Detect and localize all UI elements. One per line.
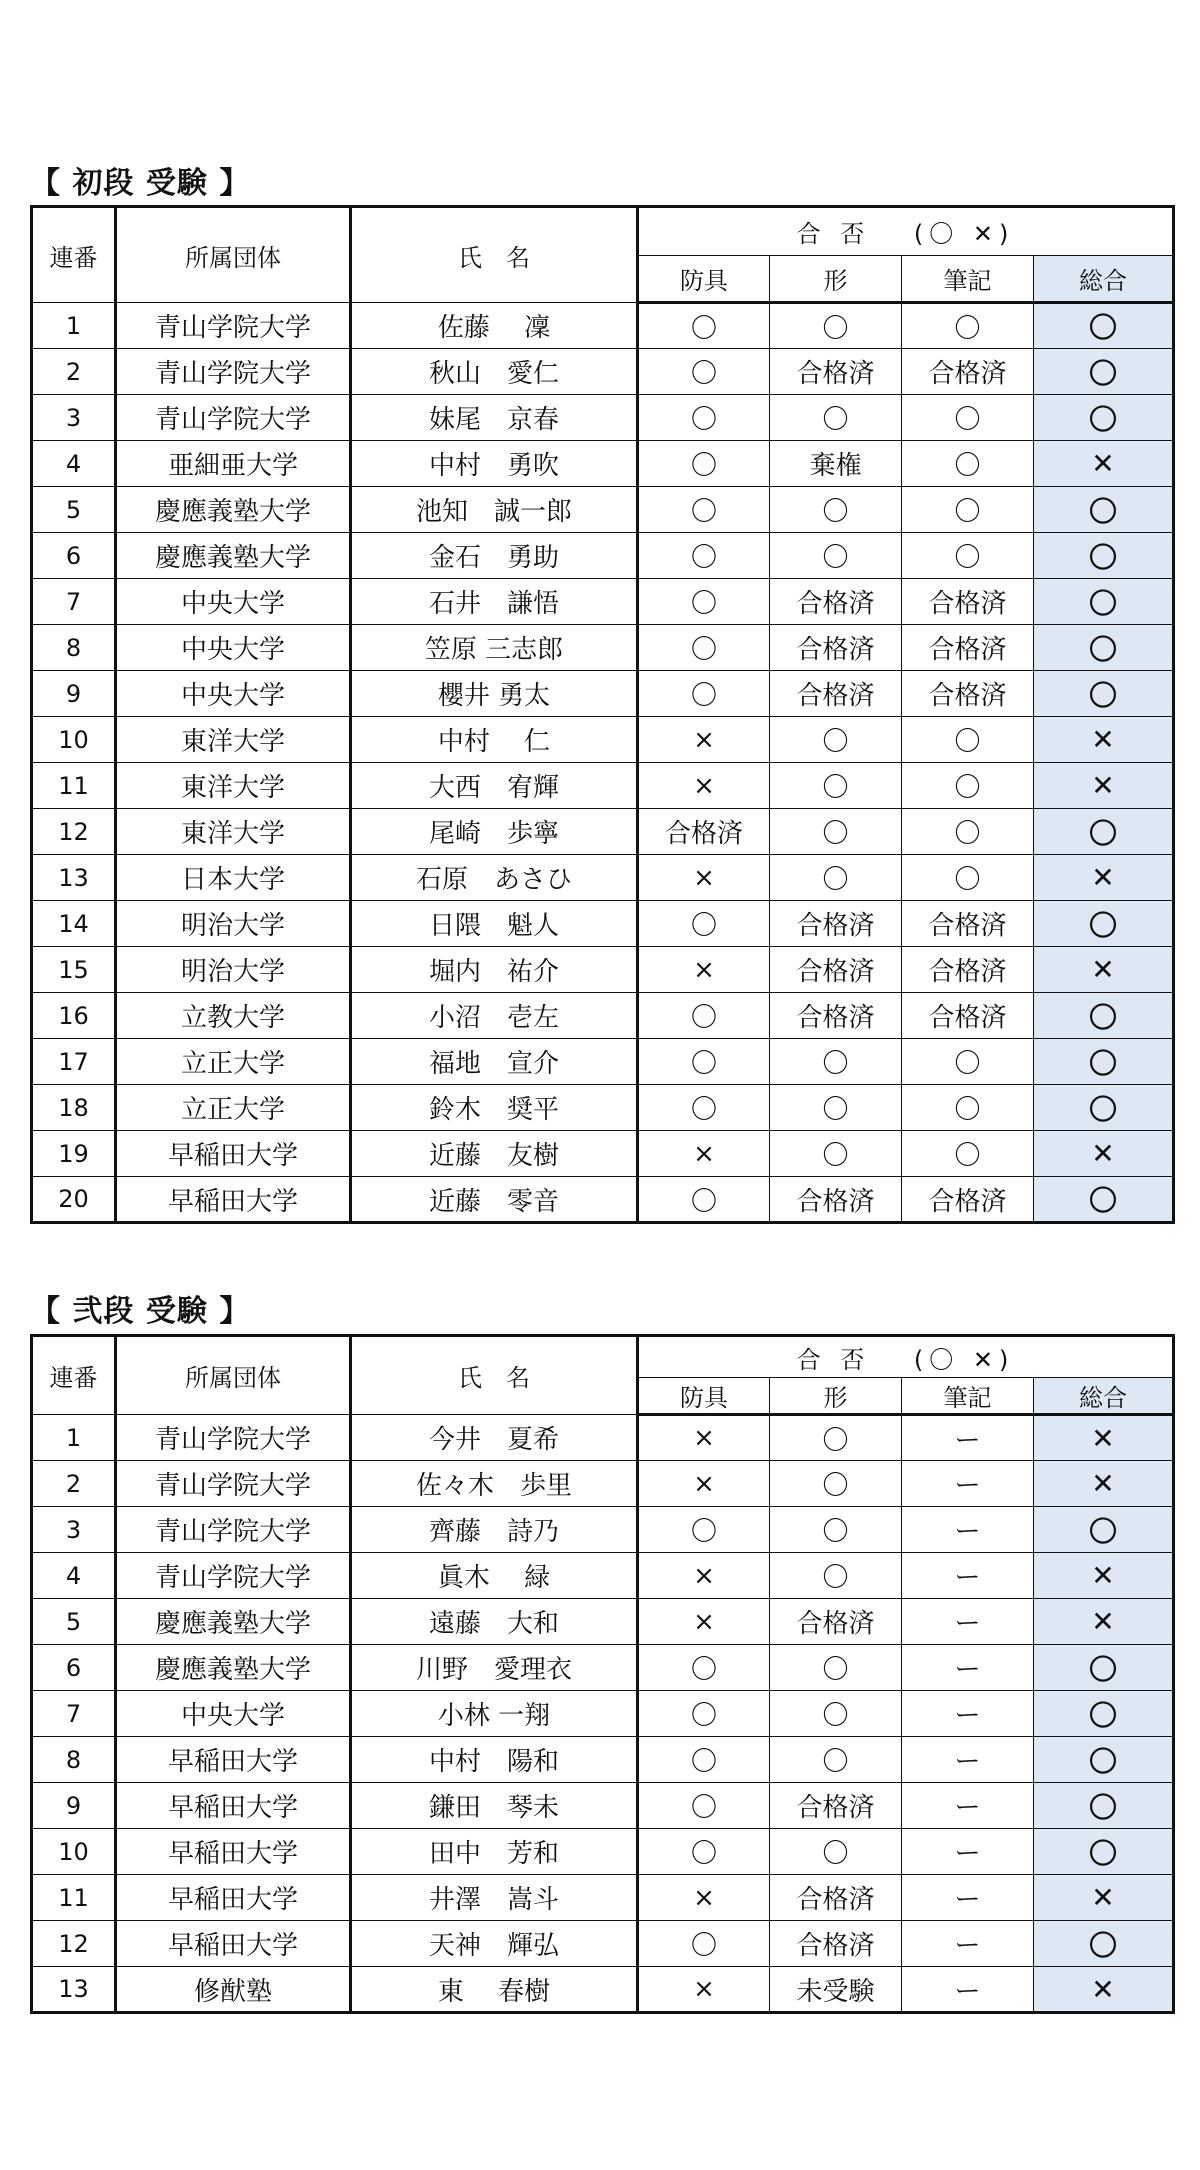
cell-total: 〇 [1034,1921,1174,1967]
cell-name: 金石 勇助 [351,533,638,579]
cell-hikki: 合格済 [902,947,1034,993]
table-row [32,1461,1174,1507]
cell-total: ✕ [1034,1967,1174,2013]
cell-no: 4 [32,441,116,487]
table-row [32,579,1174,625]
cell-kata: 合格済 [770,1177,902,1223]
results-body-shodan [32,303,1174,1223]
cell-bougu: 〇 [638,1829,770,1875]
cell-no: 8 [32,625,116,671]
cell-total: 〇 [1034,993,1174,1039]
cell-no: 9 [32,1783,116,1829]
cell-total: 〇 [1034,1645,1174,1691]
cell-hikki: ー [902,1507,1034,1553]
header-total: 総合 [1034,1378,1174,1415]
table-row [32,395,1174,441]
cell-kata: 棄権 [770,441,902,487]
cell-hikki: ー [902,1599,1034,1645]
table-row [32,1599,1174,1645]
cell-kata: 合格済 [770,349,902,395]
cell-bougu: 〇 [638,349,770,395]
cell-hikki: 合格済 [902,1177,1034,1223]
header-no: 連番 [32,207,116,303]
cell-bougu: × [638,1875,770,1921]
table-row [32,1829,1174,1875]
cell-name: 小林 一翔 [351,1691,638,1737]
cell-hikki: ー [902,1461,1034,1507]
header-org: 所属団体 [116,207,351,303]
cell-total: ✕ [1034,947,1174,993]
cell-kata: 〇 [770,1691,902,1737]
cell-org: 明治大学 [116,947,351,993]
cell-org: 慶應義塾大学 [116,487,351,533]
cell-bougu: 〇 [638,303,770,349]
cell-org: 明治大学 [116,901,351,947]
cell-no: 12 [32,1921,116,1967]
cell-org: 亜細亜大学 [116,441,351,487]
header-name: 氏 名 [351,207,638,303]
cell-total: 〇 [1034,671,1174,717]
cell-org: 立正大学 [116,1085,351,1131]
cell-bougu: 〇 [638,1737,770,1783]
cell-name: 近藤 友樹 [351,1131,638,1177]
cell-no: 9 [32,671,116,717]
cell-bougu: 〇 [638,625,770,671]
table-row [32,1553,1174,1599]
cell-org: 早稲田大学 [116,1737,351,1783]
cell-name: 笠原 三志郎 [351,625,638,671]
cell-org: 中央大学 [116,671,351,717]
cell-name: 田中 芳和 [351,1829,638,1875]
cell-hikki: ー [902,1967,1034,2013]
cell-org: 早稲田大学 [116,1131,351,1177]
cell-total: 〇 [1034,1829,1174,1875]
cell-hikki: 〇 [902,809,1034,855]
results-body-nidan [32,1415,1174,2013]
cell-total: 〇 [1034,395,1174,441]
cell-total: 〇 [1034,1085,1174,1131]
cell-hikki: 〇 [902,855,1034,901]
cell-kata: 合格済 [770,1875,902,1921]
cell-hikki: 〇 [902,1131,1034,1177]
cell-bougu: 〇 [638,1177,770,1223]
cell-no: 5 [32,487,116,533]
cell-bougu: × [638,855,770,901]
cell-hikki: 合格済 [902,349,1034,395]
header-hikki: 筆記 [902,256,1034,303]
section-title-shodan: 【 初段 受験 】 [30,166,251,201]
cell-org: 青山学院大学 [116,303,351,349]
header-result-group: 合 否 (〇 ✕) [638,1336,1174,1378]
table-row [32,809,1174,855]
table-row [32,763,1174,809]
cell-no: 7 [32,579,116,625]
cell-kata: 〇 [770,533,902,579]
cell-total: ✕ [1034,1131,1174,1177]
cell-org: 立正大学 [116,1039,351,1085]
cell-name: 堀内 祐介 [351,947,638,993]
cell-hikki: 〇 [902,1085,1034,1131]
cell-org: 立教大学 [116,993,351,1039]
cell-hikki: ー [902,1829,1034,1875]
cell-bougu: 〇 [638,579,770,625]
cell-org: 東洋大学 [116,809,351,855]
cell-org: 東洋大学 [116,763,351,809]
cell-no: 10 [32,1829,116,1875]
table-row [32,303,1174,349]
cell-bougu: 〇 [638,993,770,1039]
cell-org: 青山学院大学 [116,1461,351,1507]
table-row [32,1507,1174,1553]
cell-bougu: × [638,1553,770,1599]
cell-hikki: 〇 [902,1039,1034,1085]
cell-kata: 〇 [770,1461,902,1507]
cell-bougu: 合格済 [638,809,770,855]
cell-kata: 合格済 [770,947,902,993]
header-org: 所属団体 [116,1336,351,1415]
cell-bougu: 〇 [638,1085,770,1131]
cell-kata: 合格済 [770,1783,902,1829]
cell-bougu: × [638,947,770,993]
cell-kata: 〇 [770,763,902,809]
cell-kata: 〇 [770,1039,902,1085]
cell-no: 15 [32,947,116,993]
cell-total: ✕ [1034,717,1174,763]
cell-no: 3 [32,395,116,441]
cell-org: 青山学院大学 [116,1415,351,1461]
table-row [32,1875,1174,1921]
cell-hikki: ー [902,1875,1034,1921]
cell-org: 早稲田大学 [116,1829,351,1875]
table-row [32,1645,1174,1691]
cell-no: 6 [32,1645,116,1691]
cell-no: 4 [32,1553,116,1599]
cell-kata: 〇 [770,1131,902,1177]
cell-hikki: 合格済 [902,671,1034,717]
cell-name: 今井 夏希 [351,1415,638,1461]
cell-name: 池知 誠一郎 [351,487,638,533]
cell-hikki: 〇 [902,717,1034,763]
table-row [32,671,1174,717]
cell-bougu: 〇 [638,1645,770,1691]
table-row [32,1783,1174,1829]
cell-total: 〇 [1034,1039,1174,1085]
table-row [32,855,1174,901]
cell-no: 8 [32,1737,116,1783]
cell-bougu: × [638,1131,770,1177]
cell-total: 〇 [1034,625,1174,671]
cell-total: 〇 [1034,487,1174,533]
cell-kata: 合格済 [770,1921,902,1967]
cell-name: 大西 宥輝 [351,763,638,809]
cell-kata: 〇 [770,1085,902,1131]
cell-total: ✕ [1034,1461,1174,1507]
results-table-shodan [30,205,1175,1224]
cell-kata: 〇 [770,303,902,349]
cell-total: ✕ [1034,855,1174,901]
cell-no: 16 [32,993,116,1039]
cell-kata: 〇 [770,1645,902,1691]
cell-org: 青山学院大学 [116,349,351,395]
cell-no: 7 [32,1691,116,1737]
cell-total: ✕ [1034,441,1174,487]
cell-name: 妹尾 京春 [351,395,638,441]
cell-kata: 合格済 [770,993,902,1039]
cell-org: 早稲田大学 [116,1177,351,1223]
cell-bougu: 〇 [638,441,770,487]
cell-total: 〇 [1034,1691,1174,1737]
cell-org: 中央大学 [116,1691,351,1737]
cell-bougu: × [638,1967,770,2013]
cell-hikki: ー [902,1691,1034,1737]
cell-name: 川野 愛理衣 [351,1645,638,1691]
cell-no: 1 [32,303,116,349]
cell-name: 佐々木 歩里 [351,1461,638,1507]
cell-name: 鎌田 琴未 [351,1783,638,1829]
cell-kata: 〇 [770,1507,902,1553]
cell-name: 鈴木 奨平 [351,1085,638,1131]
cell-org: 中央大学 [116,579,351,625]
cell-hikki: ー [902,1645,1034,1691]
cell-total: 〇 [1034,349,1174,395]
cell-hikki: 〇 [902,303,1034,349]
table-row [32,993,1174,1039]
cell-kata: 合格済 [770,579,902,625]
cell-org: 慶應義塾大学 [116,533,351,579]
cell-name: 中村 陽和 [351,1737,638,1783]
cell-bougu: × [638,763,770,809]
table-row [32,717,1174,763]
cell-org: 日本大学 [116,855,351,901]
cell-total: 〇 [1034,1783,1174,1829]
table-row [32,533,1174,579]
cell-total: 〇 [1034,1737,1174,1783]
cell-no: 2 [32,1461,116,1507]
cell-no: 19 [32,1131,116,1177]
results-table-nidan [30,1334,1175,2014]
cell-kata: 〇 [770,809,902,855]
cell-no: 13 [32,855,116,901]
cell-bougu: 〇 [638,1039,770,1085]
cell-total: 〇 [1034,579,1174,625]
header-result-group: 合 否 (〇 ✕) [638,207,1174,256]
cell-org: 東洋大学 [116,717,351,763]
cell-name: 秋山 愛仁 [351,349,638,395]
cell-name: 石原 あさひ [351,855,638,901]
cell-name: 中村 仁 [351,717,638,763]
cell-bougu: × [638,717,770,763]
cell-bougu: 〇 [638,533,770,579]
cell-hikki: 合格済 [902,625,1034,671]
cell-name: 齊藤 詩乃 [351,1507,638,1553]
cell-org: 修猷塾 [116,1967,351,2013]
table-row [32,1691,1174,1737]
table-row [32,1177,1174,1223]
cell-org: 早稲田大学 [116,1921,351,1967]
cell-bougu: 〇 [638,671,770,717]
table-row [32,487,1174,533]
cell-org: 中央大学 [116,625,351,671]
cell-bougu: 〇 [638,395,770,441]
cell-name: 福地 宣介 [351,1039,638,1085]
table-row [32,1921,1174,1967]
cell-name: 井澤 嵩斗 [351,1875,638,1921]
cell-name: 佐藤 凜 [351,303,638,349]
cell-hikki: 〇 [902,763,1034,809]
cell-kata: 〇 [770,717,902,763]
header-kata: 形 [770,256,902,303]
cell-bougu: × [638,1461,770,1507]
cell-no: 13 [32,1967,116,2013]
header-hikki: 筆記 [902,1378,1034,1415]
cell-name: 近藤 零音 [351,1177,638,1223]
header-no: 連番 [32,1336,116,1415]
cell-total: 〇 [1034,303,1174,349]
cell-kata: 合格済 [770,671,902,717]
cell-hikki: 〇 [902,441,1034,487]
cell-total: 〇 [1034,1177,1174,1223]
cell-hikki: 〇 [902,487,1034,533]
section-title-nidan: 【 弐段 受験 】 [30,1294,251,1329]
cell-total: ✕ [1034,1875,1174,1921]
cell-bougu: 〇 [638,901,770,947]
cell-hikki: 合格済 [902,901,1034,947]
cell-total: 〇 [1034,1507,1174,1553]
cell-name: 天神 輝弘 [351,1921,638,1967]
cell-name: 小沼 壱左 [351,993,638,1039]
cell-bougu: 〇 [638,1507,770,1553]
cell-hikki: 〇 [902,533,1034,579]
cell-no: 11 [32,763,116,809]
table-row [32,349,1174,395]
header-kata: 形 [770,1378,902,1415]
cell-no: 14 [32,901,116,947]
table-row [32,441,1174,487]
table-row [32,1039,1174,1085]
cell-no: 1 [32,1415,116,1461]
cell-kata: 〇 [770,395,902,441]
cell-hikki: ー [902,1921,1034,1967]
cell-total: 〇 [1034,533,1174,579]
cell-kata: 合格済 [770,901,902,947]
cell-org: 慶應義塾大学 [116,1599,351,1645]
header-total: 総合 [1034,256,1174,303]
cell-kata: 〇 [770,487,902,533]
header-bougu: 防具 [638,1378,770,1415]
cell-kata: 〇 [770,855,902,901]
cell-hikki: 合格済 [902,579,1034,625]
cell-name: 眞木 緑 [351,1553,638,1599]
cell-name: 遠藤 大和 [351,1599,638,1645]
cell-no: 20 [32,1177,116,1223]
cell-no: 3 [32,1507,116,1553]
cell-bougu: 〇 [638,1783,770,1829]
table-row [32,1415,1174,1461]
cell-bougu: 〇 [638,1921,770,1967]
cell-hikki: ー [902,1783,1034,1829]
cell-hikki: ー [902,1553,1034,1599]
cell-org: 青山学院大学 [116,1507,351,1553]
header-bougu: 防具 [638,256,770,303]
cell-hikki: ー [902,1737,1034,1783]
cell-hikki: 〇 [902,395,1034,441]
header-name: 氏 名 [351,1336,638,1415]
cell-total: ✕ [1034,1553,1174,1599]
cell-bougu: × [638,1415,770,1461]
cell-org: 早稲田大学 [116,1875,351,1921]
table-row [32,947,1174,993]
table-row [32,625,1174,671]
cell-bougu: 〇 [638,1691,770,1737]
cell-name: 櫻井 勇太 [351,671,638,717]
cell-hikki: ー [902,1415,1034,1461]
cell-no: 5 [32,1599,116,1645]
table-row [32,1737,1174,1783]
table-row [32,1967,1174,2013]
cell-total: 〇 [1034,901,1174,947]
cell-org: 早稲田大学 [116,1783,351,1829]
cell-kata: 〇 [770,1415,902,1461]
cell-no: 2 [32,349,116,395]
cell-name: 中村 勇吹 [351,441,638,487]
cell-total: ✕ [1034,763,1174,809]
cell-no: 10 [32,717,116,763]
table-row [32,1131,1174,1177]
cell-kata: 〇 [770,1829,902,1875]
cell-total: ✕ [1034,1415,1174,1461]
cell-no: 12 [32,809,116,855]
cell-name: 石井 謙悟 [351,579,638,625]
cell-hikki: 合格済 [902,993,1034,1039]
cell-org: 青山学院大学 [116,395,351,441]
cell-name: 東 春樹 [351,1967,638,2013]
cell-org: 慶應義塾大学 [116,1645,351,1691]
table-row [32,1085,1174,1131]
cell-name: 尾崎 歩寧 [351,809,638,855]
cell-no: 17 [32,1039,116,1085]
cell-kata: 合格済 [770,1599,902,1645]
cell-name: 日隈 魁人 [351,901,638,947]
cell-org: 青山学院大学 [116,1553,351,1599]
cell-kata: 未受験 [770,1967,902,2013]
cell-bougu: × [638,1599,770,1645]
cell-no: 18 [32,1085,116,1131]
cell-no: 6 [32,533,116,579]
cell-total: 〇 [1034,809,1174,855]
cell-no: 11 [32,1875,116,1921]
cell-total: ✕ [1034,1599,1174,1645]
cell-kata: 〇 [770,1737,902,1783]
cell-kata: 合格済 [770,625,902,671]
cell-bougu: 〇 [638,487,770,533]
table-row [32,901,1174,947]
cell-kata: 〇 [770,1553,902,1599]
